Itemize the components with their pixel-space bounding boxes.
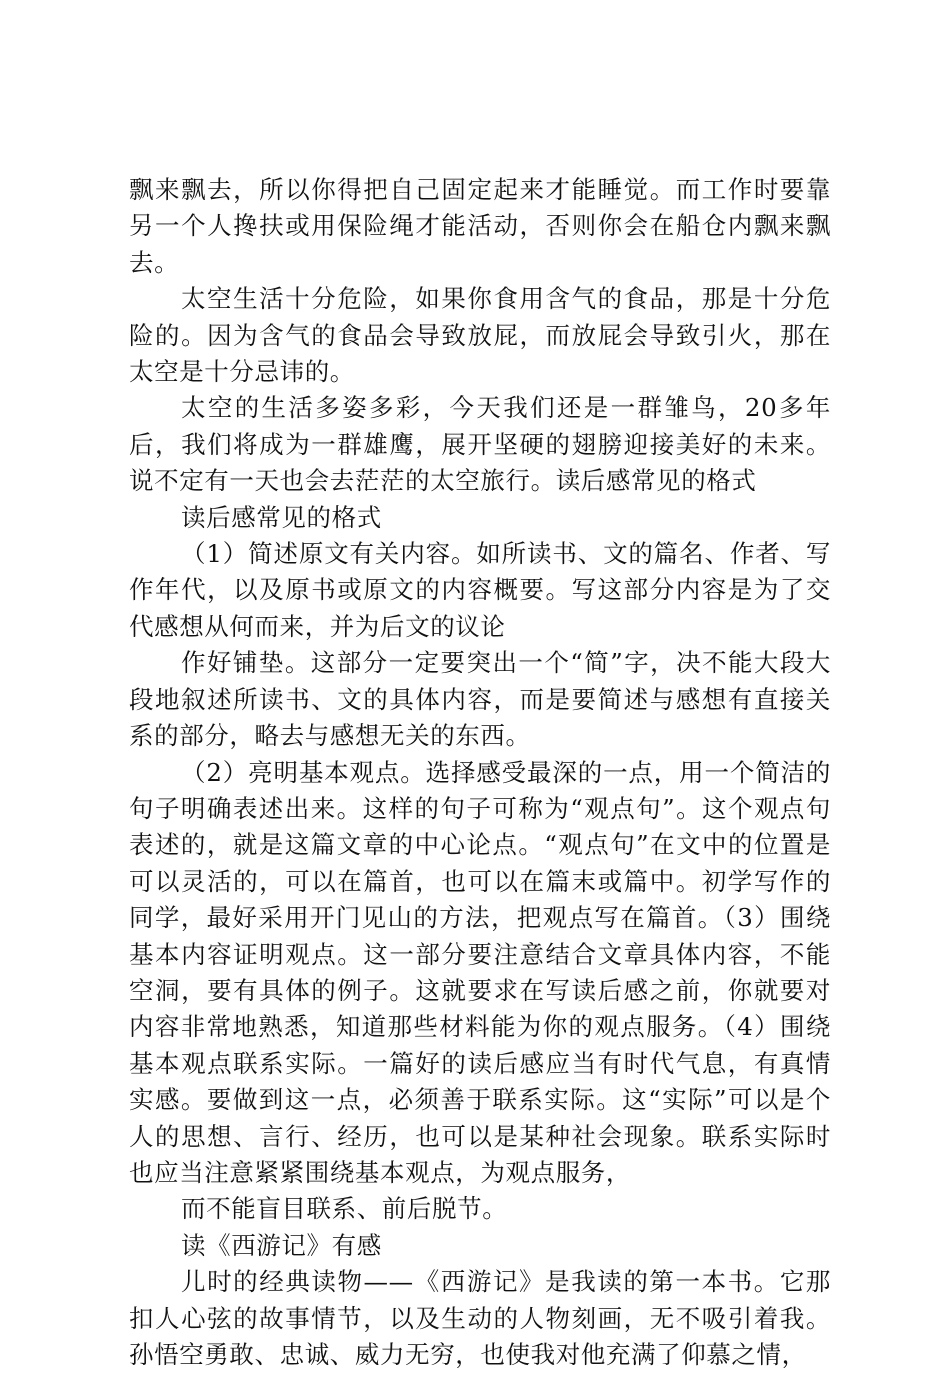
paragraph-journey-west-intro: 儿时的经典读物——《西游记》是我读的第一本书。它那扣人心弦的故事情节，以及生动的人物刻画，无不吸引着我。孙悟空勇敢、忠诚、威力无穷，也使我对他充满了仰慕之情， xyxy=(129,1267,831,1369)
paragraph-floating-in-space: 飘来飘去，所以你得把自己固定起来才能睡觉。而工作时要靠另一个人搀扶或用保险绳才能活动，否则你会在船仓内飘来飘去。 xyxy=(129,175,831,277)
document-body xyxy=(129,172,831,1373)
paragraph-space-danger: 太空生活十分危险，如果你食用含气的食品，那是十分危险的。因为含气的食品会导致放屁，而放屁会导致引火，那在太空是十分忌讳的。 xyxy=(129,284,831,387)
paragraph-space-life: 太空的生活多姿多彩，今天我们还是一群雏鸟，20多年后，我们将成为一群雄鹰，展开坚硬的翅膀迎接美好的未来。说不定有一天也会去茫茫的太空旅行。读后感常见的格式 xyxy=(129,393,831,496)
paragraph-format-step-1: （1）简述原文有关内容。如所读书、文的篇名、作者、写作年代，以及原书或原文的内容概要。写这部分内容是为了交代感想从何而来，并为后文的议论 xyxy=(129,539,831,641)
paragraph-format-step-1-continued: 作好铺垫。这部分一定要突出一个“简”字，决不能大段大段地叙述所读书、文的具体内容，而是要简述与感想有直接关系的部分，略去与感想无关的东西。 xyxy=(129,648,831,751)
section-heading-journey-west: 读《西游记》有感 xyxy=(181,1230,382,1260)
paragraph-format-closing: 而不能盲目联系、前后脱节。 xyxy=(181,1194,508,1224)
section-heading-format: 读后感常见的格式 xyxy=(181,502,382,532)
paragraph-format-steps-2-4: （2）亮明基本观点。选择感受最深的一点，用一个简洁的句子明确表述出来。这样的句子可称为“观点句”。这个观点句表述的，就是这篇文章的中心论点。“观点句”在文中的位置是可以灵活的，可以在篇首，也可以在篇末或篇中。初学写作的同学，最好采用开门见山的方法，把观点写在篇首。（3）围绕基本内容证明观点。这一部分要注意结合文章具体内容，不能空洞，要有具体的例子。这就要求在写读后感之前，你就要对内容非常地熟悉，知道那些材料能为你的观点服务。（4）围绕基本观点联系实际。一篇好的读后感应当有时代气息，有真情实感。要做到这一点，必须善于联系实际。这“实际”可以是个人的思想、言行、经历，也可以是某种社会现象。联系实际时也应当注意紧紧围绕基本观点，为观点服务， xyxy=(129,757,831,1187)
